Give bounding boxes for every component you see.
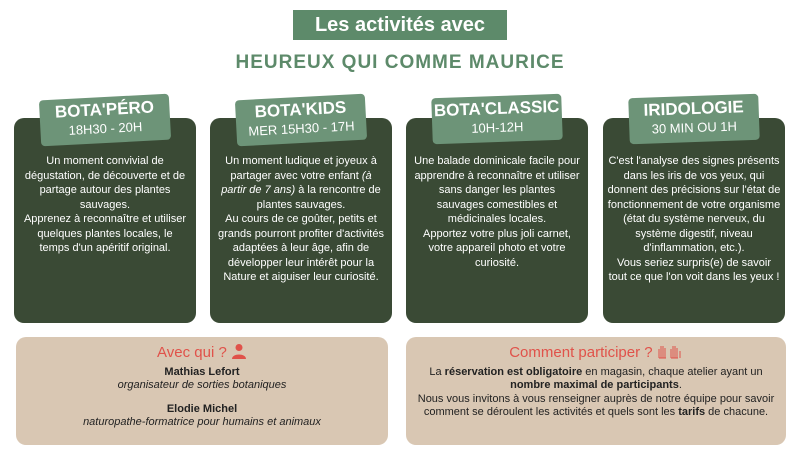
tag-time: 18H30 - 20H	[68, 119, 143, 138]
card-bota-kids	[210, 118, 392, 323]
person-name: Elodie Michel	[166, 402, 238, 415]
tag-bota-kids	[235, 94, 367, 147]
card-text: C'est l'analyse des signes présents dans les iris de vos yeux, qui donnent des précisions sur l'état de fonctionnement de votre organisme (état du système nerveux, du système digestif, niveau d'inflammation, etc.).	[607, 155, 781, 254]
avec-qui-heading: Avec qui ?	[16, 343, 388, 360]
card-bota-classic	[406, 118, 588, 323]
raised-hands-icon	[657, 343, 683, 359]
tag-title: BOTA'CLASSIC	[433, 96, 560, 121]
participer-heading: Comment participer ?	[414, 343, 778, 360]
tag-time: 30 MIN OU 1H	[651, 118, 738, 137]
tag-bota-classic	[431, 94, 563, 145]
card-text: Un moment convivial de dégustation, de découverte et de partage autour des plantes sauvages.	[24, 155, 186, 211]
avec-qui-panel	[16, 337, 388, 445]
card-text: Vous seriez surpris(e) de savoir tout ce que l'on voit dans les yeux !	[608, 256, 780, 283]
card-text: Un moment ludique et joyeux à partager avec votre enfant (à partir de 7 ans) à la rencontre de plantes sauvages.	[221, 155, 381, 211]
tag-title: BOTA'PÉRO	[54, 97, 155, 122]
person-icon	[231, 343, 247, 359]
card-text: Apportez votre plus joli carnet, votre appareil photo et votre curiosité.	[423, 227, 571, 269]
participer-panel	[406, 337, 786, 445]
page-subtitle: HEUREUX QUI COMME MAURICE	[235, 52, 565, 73]
card-iridologie	[603, 118, 785, 323]
person-role: organisateur de sorties botaniques	[117, 379, 287, 391]
tag-bota-pero	[39, 94, 171, 147]
card-text: Une balade dominicale facile pour apprendre à reconnaître et utiliser sans danger les plantes sauvages comestibles et médicinales locales.	[414, 155, 580, 225]
participer-text: La réservation est obligatoire en magasin, chaque atelier ayant un nombre maximal de participants.	[429, 365, 763, 391]
tag-title: BOTA'KIDS	[254, 97, 347, 122]
card-text: Au cours de ce goûter, petits et grands pourront profiter d'activités adaptées à leur âge, afin de développer leur intérêt pour la Nature et aiguiser leur curiosité.	[218, 213, 384, 283]
participer-text: Nous vous invitons à vous renseigner auprès de notre équipe pour savoir comment se déroulent les activités et quels sont les tarifs de chacune.	[417, 392, 775, 418]
tag-title: IRIDOLOGIE	[643, 97, 744, 120]
person-name: Mathias Lefort	[164, 365, 240, 378]
page-title: Les activités avec	[293, 10, 507, 40]
person-role: naturopathe-formatrice pour humains et animaux	[83, 416, 321, 428]
tag-iridologie	[628, 94, 760, 145]
card-text: Apprenez à reconnaître et utiliser quelques plantes locales, le temps d'un apéritif original.	[23, 213, 187, 254]
card-bota-pero	[14, 118, 196, 323]
tag-time: MER 15H30 - 17H	[248, 118, 355, 139]
tag-time: 10H-12H	[471, 119, 524, 136]
